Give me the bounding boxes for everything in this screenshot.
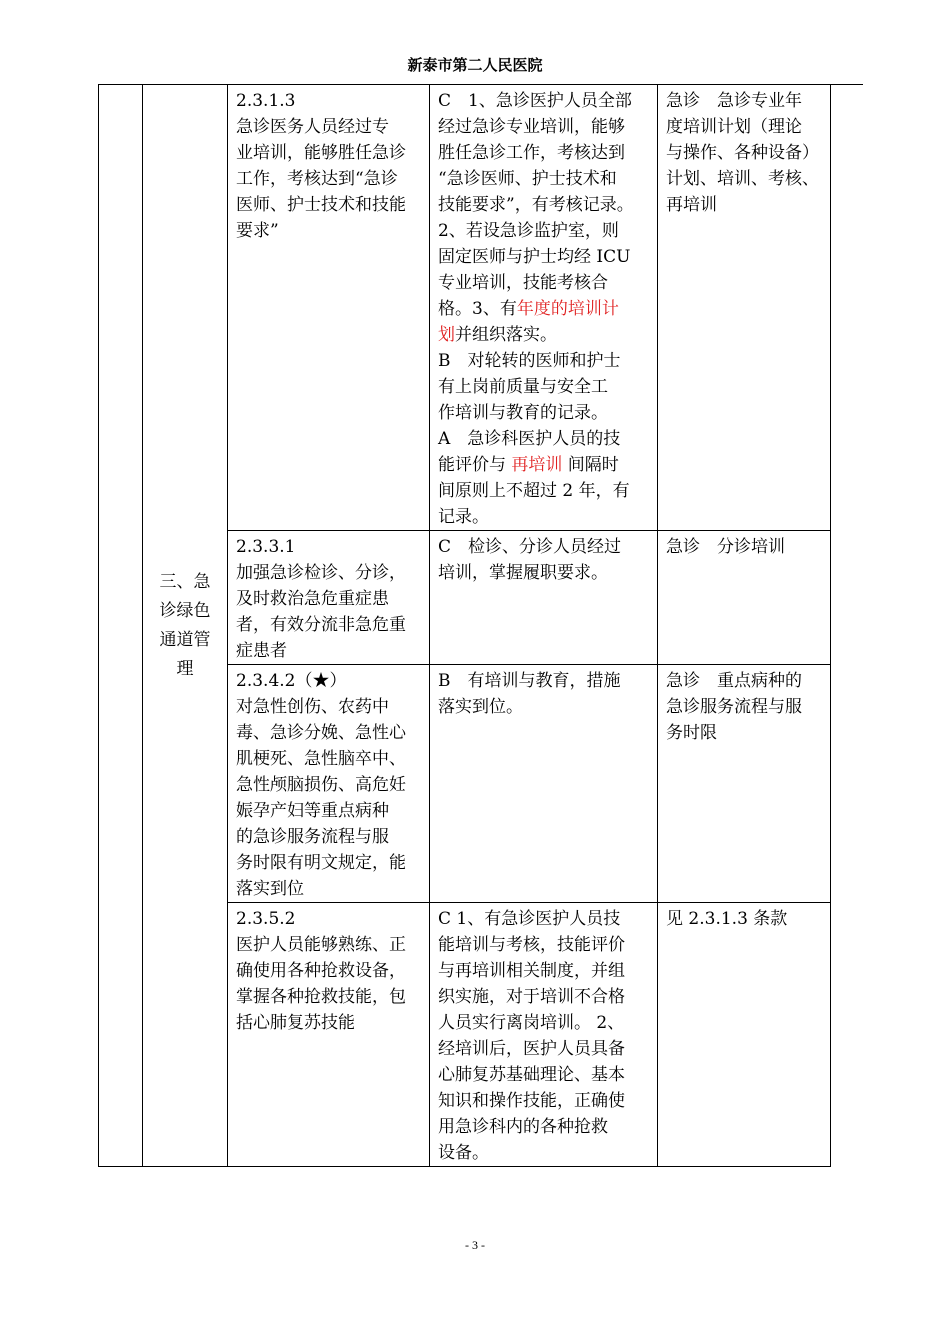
clause-cell-2331: 2.3.3.1 加强急诊检诊、分诊， 及时救治急危重症患 者，有效分流非急危重 症患者 bbox=[228, 531, 430, 665]
highlight-annual-training-plan-cont: 划 bbox=[438, 325, 455, 345]
clause-code: 2.3.3.1 bbox=[236, 537, 296, 557]
section-title-cell: 三、急 诊绿色 通道管 理 bbox=[143, 85, 228, 1167]
clause-code: 2.3.1.3 bbox=[236, 91, 296, 111]
clause-cell-2313: 2.3.1.3 急诊医务人员经过专 业培训，能够胜任急诊 工作，考核达到“急诊 医师、护士技术和技能 要求” bbox=[228, 85, 430, 531]
clause-cell-2342: 2.3.4.2（★） 对急性创伤、农药中 毒、急诊分娩、急性心 肌梗死、急性脑卒中、 急性颅脑损伤、高危妊 娠孕产妇等重点病种 的急诊服务流程与服 务时限有明文规定，能 落实到位 bbox=[228, 665, 430, 903]
highlight-retraining: 再培训 bbox=[511, 455, 563, 475]
clause-code: 2.3.4.2（★） bbox=[236, 671, 347, 691]
page-header-title: 新泰市第二人民医院 bbox=[407, 56, 543, 74]
evidence-cell-2352: 见 2.3.1.3 条款 bbox=[658, 903, 831, 1167]
standard-cell-2342: B 有培训与教育，措施 落实到位。 bbox=[430, 665, 658, 903]
right-overhang-cell bbox=[831, 85, 863, 1167]
standard-cell-2352: C 1、有急诊医护人员技 能培训与考核，技能评价 与再培训相关制度，并组 织实施，对于培训不合格 人员实行离岗培训。 2、 经培训后，医护人员具备 心肺复苏基础理论、基本 知识和操作技能，正确使 用急诊科内的各种抢救 设备。 bbox=[430, 903, 658, 1167]
blank-column-cell bbox=[99, 85, 143, 1167]
clause-cell-2352: 2.3.5.2 医护人员能够熟练、正 确使用各种抢救设备， 掌握各种抢救技能，包 括心肺复苏技能 bbox=[228, 903, 430, 1167]
highlight-annual-training-plan: 年度的培训计 bbox=[516, 299, 619, 319]
evidence-cell-2331: 急诊 分诊培训 bbox=[658, 531, 831, 665]
evidence-cell-2313: 急诊 急诊专业年 度培训计划（理论 与操作、各种设备） 计划、培训、考核、 再培训 bbox=[658, 85, 831, 531]
standard-cell-2313: C 1、急诊医护人员全部 经过急诊专业培训，能够 胜任急诊工作，考核达到 “急诊医师、护士技术和 技能要求”，有考核记录。 2、若设急诊监护室，则 固定医师与护士均经 ICU 专业培训，技能考核合 格。3、有年度的培训计 划并组织落实。 B 对轮转的医师和护士 有上岗前质量与安全工 作培训与教育的记录。 A 急诊科医护人员的技 能评价与 再培训 间隔时 间原则上不超过 2 年，有 记录。 bbox=[430, 85, 658, 531]
clause-code: 2.3.5.2 bbox=[236, 909, 296, 929]
page-number: - 3 - bbox=[465, 1238, 485, 1252]
evidence-cell-2342: 急诊 重点病种的 急诊服务流程与服 务时限 bbox=[658, 665, 831, 903]
standard-cell-2331: C 检诊、分诊人员经过 培训，掌握履职要求。 bbox=[430, 531, 658, 665]
assessment-table bbox=[98, 84, 863, 1167]
